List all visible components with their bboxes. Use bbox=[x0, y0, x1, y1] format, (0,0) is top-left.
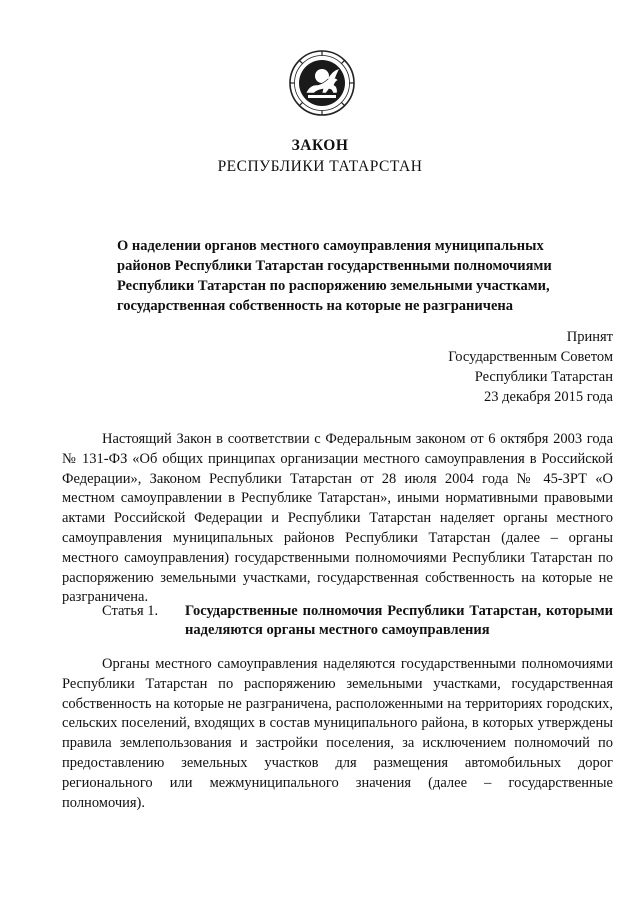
adoption-line-3: Республики Татарстан bbox=[474, 369, 613, 385]
preamble-paragraph: Настоящий Закон в соответствии с Федеральным законом от 6 октября 2003 года № 131-ФЗ «Об общих принципах организации местного самоуправления в Российской Федерации», Законом Республики Татарстан от 28 июля 2004 года № 45-ЗРТ «О местном самоуправлении в Республике Татарстан», иными нормативными правовыми актами Российской Федерации и Республики Татарстан наделяет органы местного самоуправления муниципальных районов Республики Татарстан (далее – органы местного самоуправления) государственными полномочиями Республики Татарстан по распоряжению земельными участками, государственная собственность на которые не разграничена. bbox=[62, 431, 613, 606]
law-republic-name: РЕСПУБЛИКИ ТАТАРСТАН bbox=[217, 158, 423, 175]
adoption-line-1: Принят bbox=[566, 329, 613, 345]
law-subject: О наделении органов местного самоуправления муниципальных районов Республики Татарстан государственными полномочиями Республики Татарстан по распоряжению земельными участками, государственная собственность на которые не разграничена bbox=[117, 238, 552, 314]
adoption-date: 23 декабря 2015 года bbox=[484, 389, 613, 405]
article-heading: Государственные полномочия Республики Татарстан, которыми наделяются органы местного самоуправления bbox=[185, 603, 613, 638]
article-1-text: Органы местного самоуправления наделяются государственными полномочиями Республики Татарстан по распоряжению земельными участками, государственная собственность на которые не разграничена, расположенными на территориях городских, сельских поселений, входящих в состав муниципального района, в которых утверждены правила землепользования и застройки поселения, за исключением полномочий по предоставлению земельных участков для размещения автомобильных дорог регионального или межмуниципального значения (далее – государственные полномочия). bbox=[62, 656, 613, 811]
coat-of-arms-icon bbox=[288, 49, 356, 117]
adoption-block bbox=[448, 327, 613, 407]
adoption-line-2: Государственным Советом bbox=[448, 349, 613, 365]
law-title: ЗАКОН bbox=[291, 137, 349, 154]
article-number: Статья 1. bbox=[102, 603, 159, 619]
